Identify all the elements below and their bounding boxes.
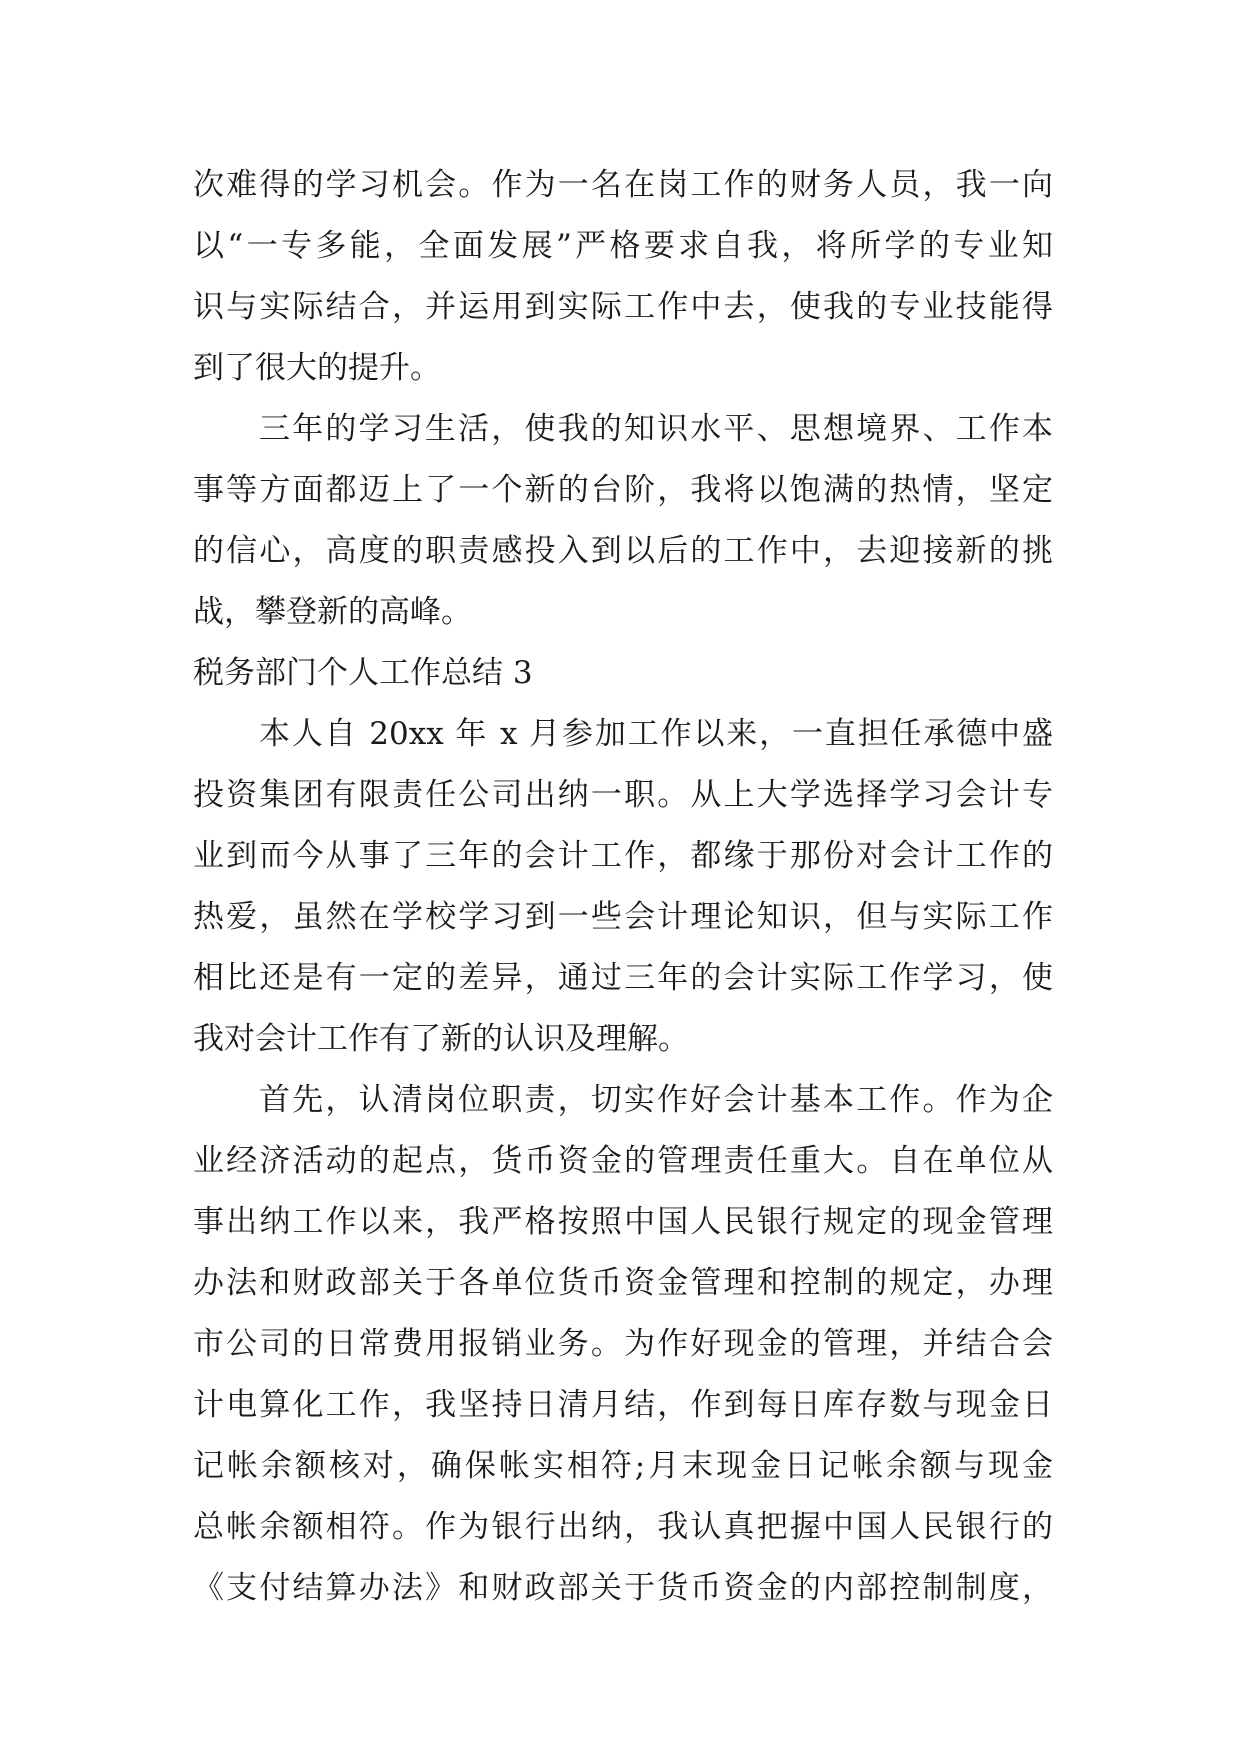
text-line: 市公司的日常费用报销业务。为作好现金的管理，并结合会 [193, 1326, 1053, 1362]
text-line: 《支付结算办法》和财政部关于货币资金的内部控制制度， [193, 1570, 1053, 1606]
text-line: 事出纳工作以来，我严格按照中国人民银行规定的现金管理 [193, 1204, 1053, 1240]
text-line: 办法和财政部关于各单位货币资金管理和控制的规定，办理 [193, 1265, 1053, 1301]
text-line: 总帐余额相符。作为银行出纳，我认真把握中国人民银行的 [193, 1509, 1053, 1545]
text-line: 的信心，高度的职责感投入到以后的工作中，去迎接新的挑 [193, 533, 1053, 569]
paragraph-3 [193, 704, 1053, 1070]
document-body [193, 155, 1053, 1619]
paragraph-2 [193, 399, 1053, 643]
text-line: 以“一专多能，全面发展”严格要求自我，将所学的专业知 [193, 228, 1053, 264]
paragraph-1 [193, 155, 1053, 399]
text-line: 记帐余额核对，确保帐实相符;月末现金日记帐余额与现金 [193, 1448, 1053, 1484]
text-line: 相比还是有一定的差异，通过三年的会计实际工作学习，使 [193, 960, 1053, 996]
text-line: 识与实际结合，并运用到实际工作中去，使我的专业技能得 [193, 289, 1053, 325]
text-line: 到了很大的提升。 [193, 350, 441, 386]
text-line: 热爱，虽然在学校学习到一些会计理论知识，但与实际工作 [193, 899, 1053, 935]
text-line: 业到而今从事了三年的会计工作，都缘于那份对会计工作的 [193, 838, 1053, 874]
text-line: 我对会计工作有了新的认识及理解。 [193, 1021, 689, 1057]
text-line: 业经济活动的起点，货币资金的管理责任重大。自在单位从 [193, 1143, 1053, 1179]
text-line: 计电算化工作，我坚持日清月结，作到每日库存数与现金日 [193, 1387, 1053, 1423]
section-heading: 税务部门个人工作总结 3 [193, 655, 533, 691]
paragraph-4 [193, 1070, 1053, 1619]
text-line: 三年的学习生活，使我的知识水平、思想境界、工作本 [259, 411, 1053, 447]
text-line: 首先，认清岗位职责，切实作好会计基本工作。作为企 [259, 1082, 1053, 1118]
text-line: 投资集团有限责任公司出纳一职。从上大学选择学习会计专 [193, 777, 1053, 813]
text-line: 事等方面都迈上了一个新的台阶，我将以饱满的热情，坚定 [193, 472, 1053, 508]
text-line: 本人自 20xx 年 x 月参加工作以来，一直担任承德中盛 [259, 716, 1053, 752]
text-line: 次难得的学习机会。作为一名在岗工作的财务人员，我一向 [193, 167, 1053, 203]
text-line: 战，攀登新的高峰。 [193, 594, 472, 630]
